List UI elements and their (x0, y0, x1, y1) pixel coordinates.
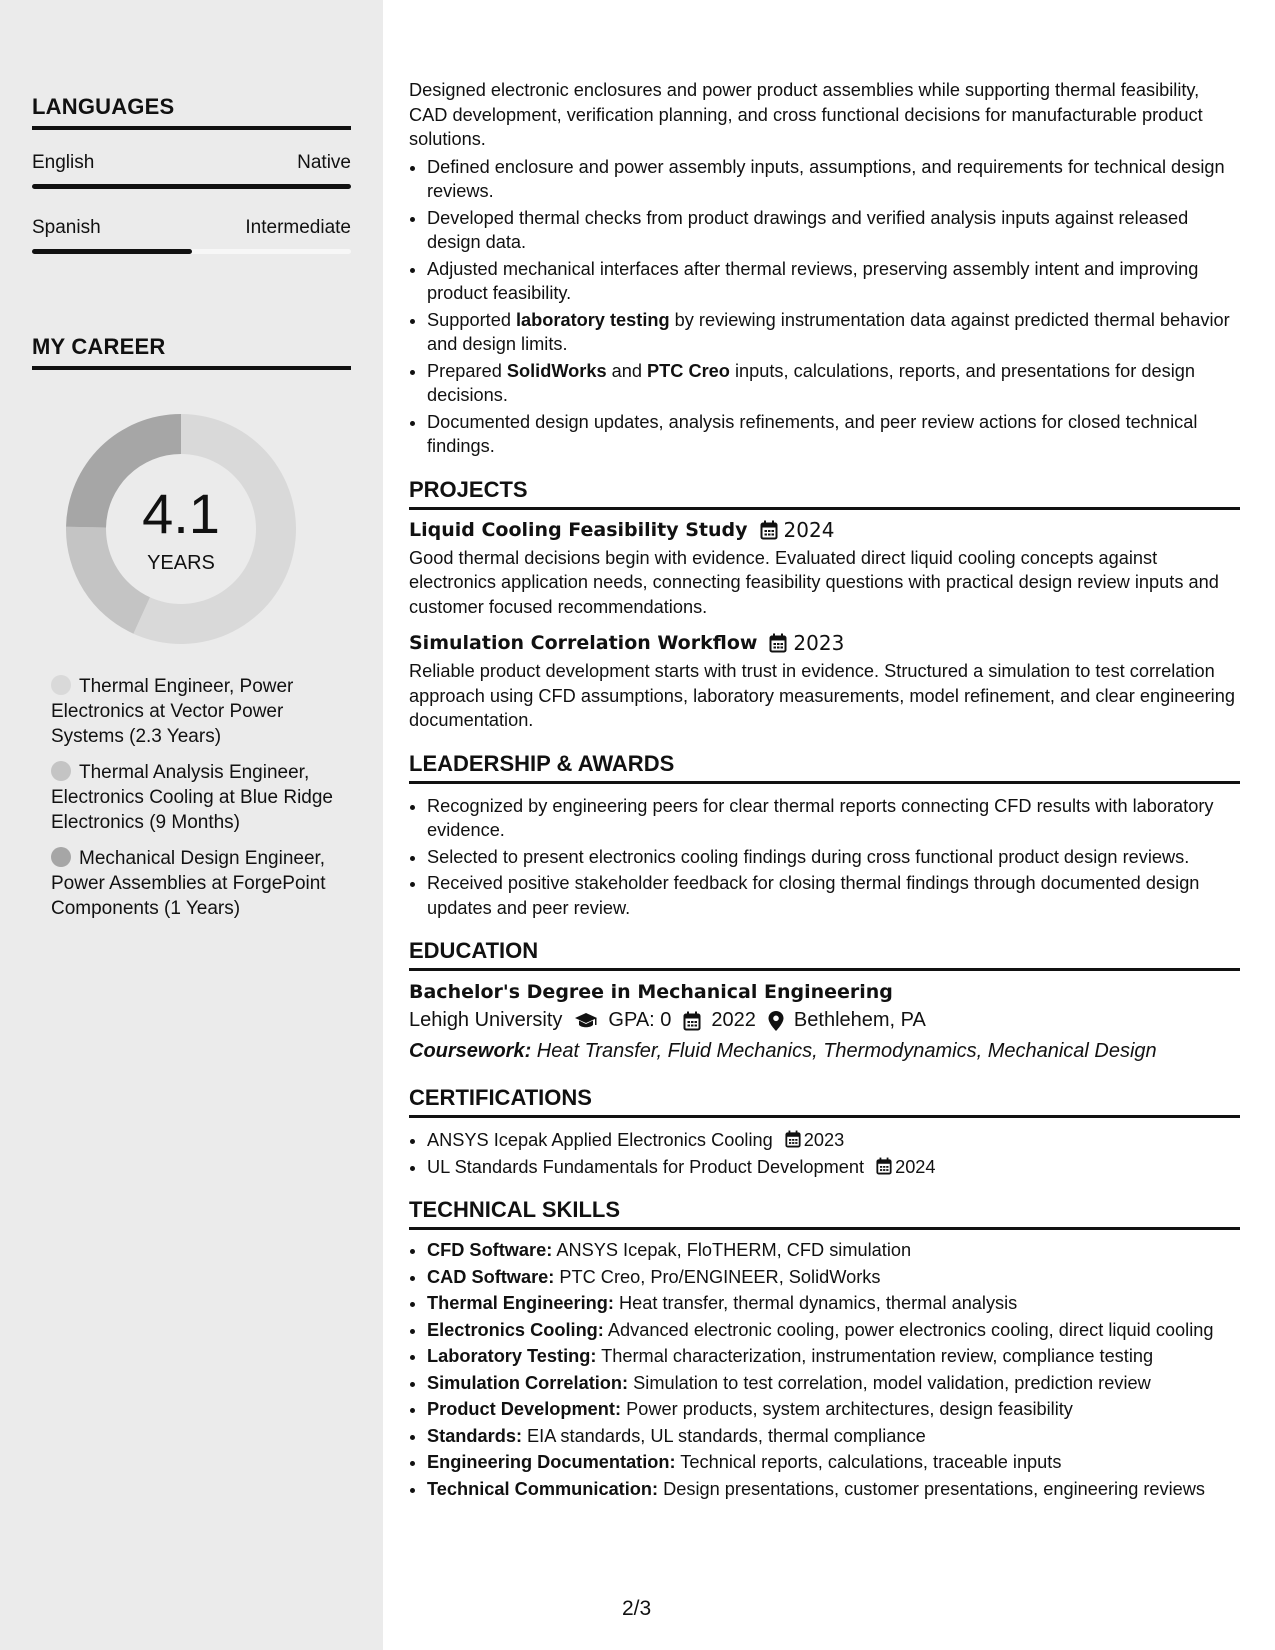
calendar-icon (785, 1130, 801, 1148)
bullet-text: Supported (427, 309, 516, 330)
education-year: 2022 (711, 1009, 756, 1031)
legend-dot (51, 847, 71, 867)
project-item (409, 631, 1240, 733)
bullet-text: by reviewing instrumentation data against predicted thermal behavior and design limits. (427, 309, 1230, 354)
certification-name: UL Standards Fundamentals for Product Development (427, 1156, 865, 1177)
experience-section (409, 78, 1240, 459)
leadership-heading: LEADERSHIP & AWARDS (409, 751, 1240, 784)
bullet-keyword: laboratory testing (515, 309, 670, 330)
education-gpa: GPA: 0 (608, 1009, 672, 1031)
education-school: Lehigh University (409, 1009, 563, 1031)
certifications-heading: CERTIFICATIONS (409, 1085, 1240, 1118)
project-title: Simulation Correlation Workflow (409, 632, 758, 654)
career-donut-chart (66, 414, 296, 644)
career-legend-text: Thermal Engineer, Power Electronics at Vector Power Systems (2.3 Years) (51, 676, 294, 747)
certifications-list (409, 1128, 1240, 1179)
skill-item (427, 1265, 1240, 1290)
skill-item (427, 1318, 1240, 1343)
language-name: English (32, 152, 95, 173)
skill-item (427, 1371, 1240, 1396)
project-year: 2023 (793, 631, 845, 655)
skill-value: EIA standards, UL standards, thermal compliance (522, 1425, 926, 1446)
skill-item (427, 1450, 1240, 1475)
skill-label: Electronics Cooling: (427, 1319, 604, 1340)
skill-label: Product Development: (427, 1399, 622, 1419)
career-legend-text: Thermal Analysis Engineer, Electronics Cooling at Blue Ridge Electronics (9 Months) (51, 762, 333, 833)
leadership-list (409, 794, 1240, 921)
skill-label: CFD Software: (427, 1240, 553, 1260)
projects-heading: PROJECTS (409, 477, 1240, 510)
project-year: 2024 (783, 517, 835, 542)
experience-bullet: • Documented design updates, analysis refinements, and peer review actions for closed technical findings. (427, 410, 1240, 459)
skill-value: PTC Creo, Pro/ENGINEER, SolidWorks (554, 1266, 881, 1287)
career-legend-item (51, 846, 341, 921)
career-donut-slice (66, 527, 150, 634)
certification-item (427, 1128, 1240, 1153)
coursework-label: Coursework: (409, 1040, 532, 1062)
education-coursework (409, 1040, 1240, 1063)
career-legend-item (51, 760, 341, 835)
sidebar (0, 0, 383, 1650)
skill-item (427, 1291, 1240, 1316)
languages-heading: LANGUAGES (32, 94, 351, 130)
skill-label: Thermal Engineering: (427, 1293, 614, 1313)
language-proficiency-bar (32, 249, 351, 254)
graduation-cap-icon (574, 1012, 598, 1030)
experience-bullets (409, 155, 1240, 459)
career-total-unit: YEARS (147, 552, 215, 574)
experience-bullet: • Adjusted mechanical interfaces after thermal reviews, preserving assembly intent and improving product feasibility. (427, 257, 1240, 306)
calendar-icon (683, 1011, 701, 1031)
calendar-icon (769, 633, 787, 653)
skill-value: Advanced electronic cooling, power electronics cooling, direct liquid cooling (603, 1319, 1214, 1340)
skill-value: Thermal characterization, instrumentation review, compliance testing (596, 1346, 1154, 1366)
skill-label: Engineering Documentation: (427, 1452, 676, 1472)
skill-label: Laboratory Testing: (427, 1346, 597, 1366)
bullet-text: Prepared (427, 360, 507, 381)
education-section (409, 938, 1240, 1063)
leadership-item: • Received positive stakeholder feedback for closing thermal findings through documented design updates and peer review. (427, 871, 1240, 920)
skills-list (409, 1238, 1240, 1501)
language-level: Native (297, 152, 351, 173)
calendar-icon (876, 1157, 892, 1175)
education-degree: Bachelor's Degree in Mechanical Engineering (409, 981, 893, 1003)
skill-item (427, 1424, 1240, 1449)
project-title: Liquid Cooling Feasibility Study (409, 518, 748, 541)
skill-value: Design presentations, customer presentations, engineering reviews (658, 1478, 1206, 1499)
bullet-keyword: PTC Creo (647, 360, 730, 381)
bullet-keyword: SolidWorks (506, 360, 607, 381)
education-heading: EDUCATION (409, 938, 1240, 971)
language-item (32, 217, 351, 254)
experience-bullet (427, 308, 1240, 357)
leadership-item: • Recognized by engineering peers for clear thermal reports connecting CFD results with laboratory evidence. (427, 794, 1240, 843)
skill-label: Standards: (427, 1425, 522, 1446)
bullet-text: and (606, 360, 648, 381)
language-item (32, 152, 351, 189)
skill-value: Heat transfer, thermal dynamics, thermal analysis (613, 1293, 1018, 1313)
experience-bullet: • Developed thermal checks from product drawings and verified analysis inputs against released design data. (427, 206, 1240, 255)
career-section (32, 334, 351, 932)
skill-value: Power products, system architectures, design feasibility (621, 1399, 1073, 1419)
project-description: Good thermal decisions begin with evidence. Evaluated direct liquid cooling concepts against electronics application needs, connecting feasibility questions with practical design review inputs and customer focused recommendations. (409, 547, 1219, 617)
project-item (409, 518, 1240, 620)
education-location: Bethlehem, PA (793, 1009, 926, 1031)
skill-label: Simulation Correlation: (427, 1372, 629, 1393)
language-level: Intermediate (245, 217, 351, 238)
language-proficiency-fill (32, 249, 192, 254)
skills-section (409, 1197, 1240, 1501)
skill-item (427, 1344, 1240, 1369)
skills-heading: TECHNICAL SKILLS (409, 1197, 1240, 1230)
skill-item (427, 1477, 1240, 1502)
skill-value: Simulation to test correlation, model validation, prediction review (628, 1372, 1151, 1393)
language-proficiency-bar (32, 184, 351, 189)
bullet-text: inputs, calculations, reports, and presentations for design decisions. (427, 360, 1195, 405)
certification-year: 2024 (895, 1156, 936, 1177)
languages-section (32, 94, 351, 254)
experience-bullet: • Defined enclosure and power assembly inputs, assumptions, and requirements for technical design reviews. (427, 155, 1240, 204)
language-proficiency-fill (32, 184, 351, 189)
skill-label: CAD Software: (427, 1266, 555, 1287)
page-number: 2/3 (622, 1597, 652, 1620)
coursework-list: Heat Transfer, Fluid Mechanics, Thermodynamics, Mechanical Design (531, 1040, 1157, 1062)
career-heading: MY CAREER (32, 334, 351, 370)
projects-section (409, 477, 1240, 733)
certification-name: ANSYS Icepak Applied Electronics Cooling (427, 1130, 773, 1150)
calendar-icon (760, 520, 778, 540)
career-legend-text: Mechanical Design Engineer, Power Assemblies at ForgePoint Components (1 Years) (51, 848, 326, 919)
main-content (409, 78, 1240, 1503)
language-name: Spanish (32, 217, 101, 238)
experience-summary: Designed electronic enclosures and power product assemblies while supporting thermal feasibility, CAD development, verification planning, and cross functional decisions for manufacturable product solutions. (409, 80, 1203, 149)
skill-item (427, 1238, 1240, 1263)
skill-value: Technical reports, calculations, traceable inputs (675, 1452, 1062, 1472)
experience-bullet (427, 359, 1240, 408)
certifications-section (409, 1085, 1240, 1179)
leadership-item: • Selected to present electronics cooling findings during cross functional product design reviews. (427, 845, 1240, 870)
career-legend-item (51, 674, 341, 749)
certification-item (427, 1155, 1240, 1180)
legend-dot (51, 761, 71, 781)
project-description: Reliable product development starts with trust in evidence. Structured a simulation to test correlation approach using CFD assumptions, laboratory measurements, model refinement, and clear engineering documentation. (409, 661, 1235, 730)
career-total-years: 4.1 (142, 482, 220, 545)
leadership-section (409, 751, 1240, 921)
skill-value: ANSYS Icepak, FloTHERM, CFD simulation (552, 1240, 912, 1260)
career-legend (51, 674, 351, 921)
legend-dot (51, 675, 71, 695)
skill-item (427, 1397, 1240, 1422)
skill-label: Technical Communication: (427, 1478, 659, 1499)
education-details (409, 1009, 1240, 1032)
map-pin-icon (768, 1011, 784, 1031)
certification-year: 2023 (803, 1130, 845, 1150)
